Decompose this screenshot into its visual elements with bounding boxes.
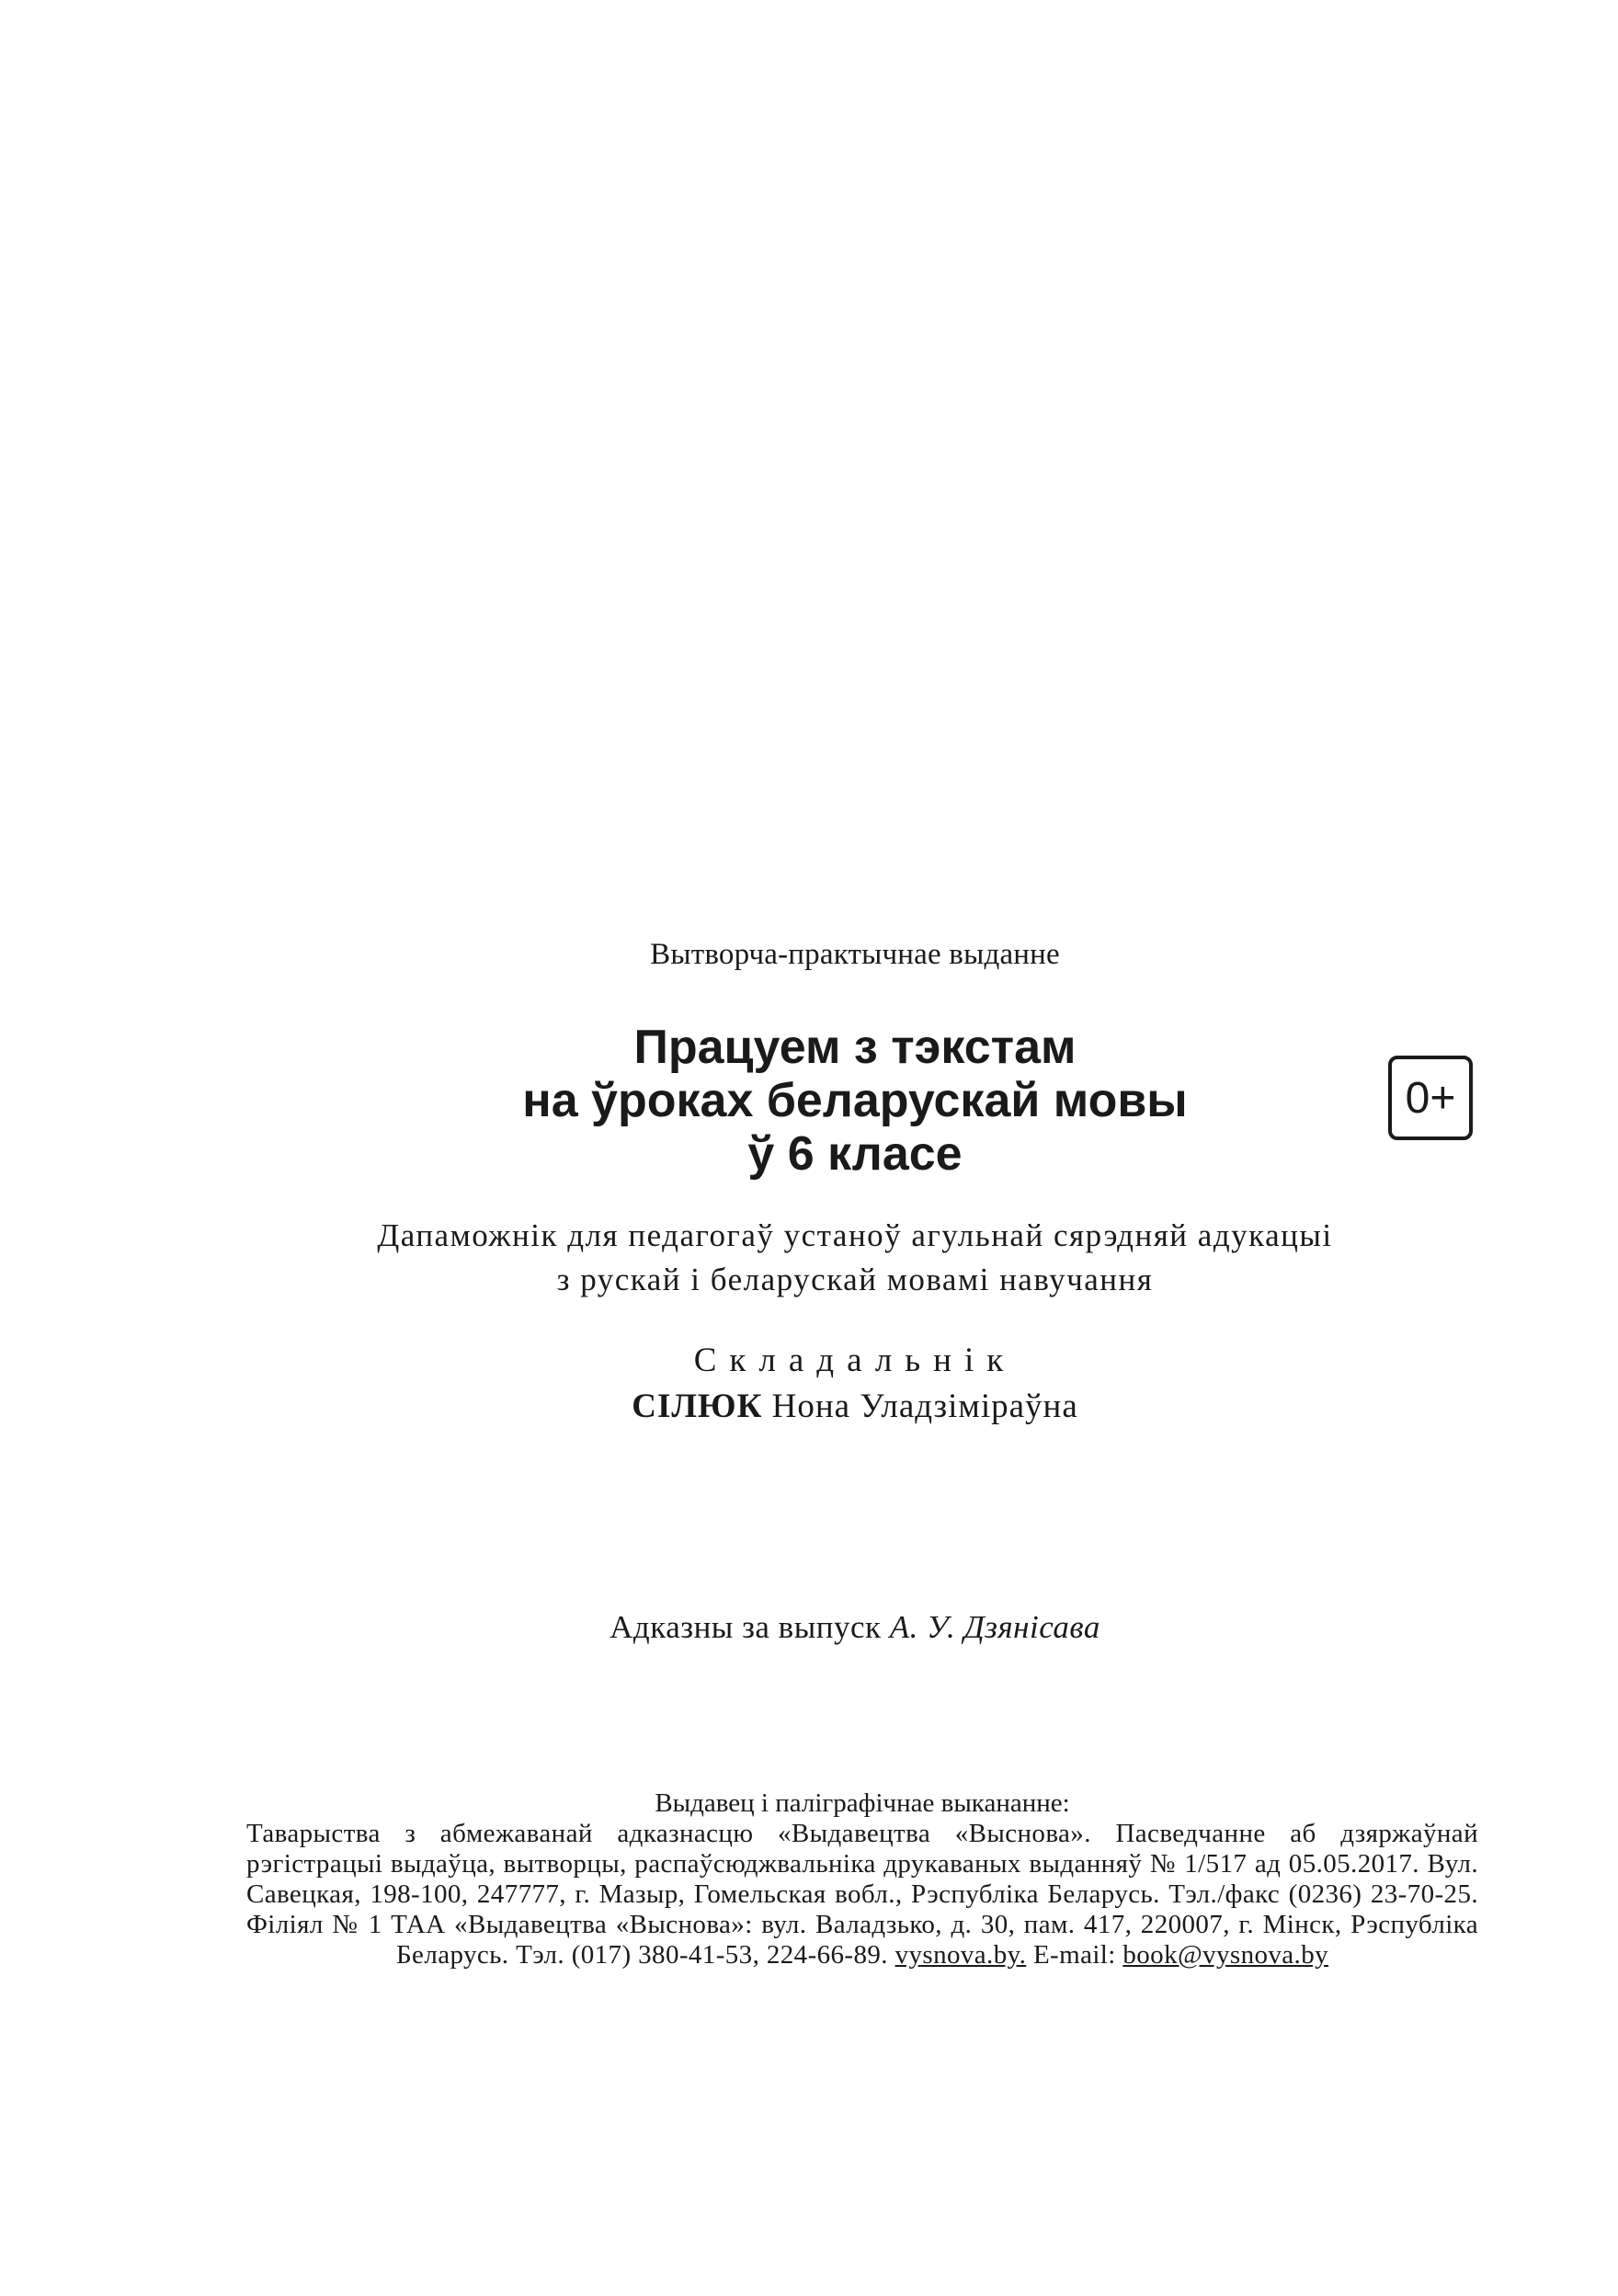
title-line-2: на ўроках беларускай мовы: [522, 1074, 1188, 1127]
edition-type: Вытворча-практычнае выданне: [650, 938, 1060, 971]
imprint-text: Таварыства з абмежаванай адказнасцю «Выдавецтва «Выснова». Пасведчанне аб дзяржаўнай рэгістрацыі выдаўца, вытворцы, распаўсюджвальніка друкаваных выданняў № 1/517 ад 05.05.2017. Вул. Савецкая, 198-100, 247777, г. Мазыр, Гомельская вобл., Рэспубліка Беларусь. Тэл./факс (0236) 23-70-25. Філіял № 1 ТАА «Выдавецтва «Выснова»: вул. Валадзько, д. 30, пам. 417, 220007, г. Мінск, Рэспубліка Беларусь. Тэл. (017) 380-41-53, 224-66-89.: [246, 1819, 1478, 1970]
responsible-label: Адказны за выпуск: [610, 1609, 882, 1645]
title-line-3: ў 6 класе: [747, 1127, 963, 1181]
book-subtitle: [239, 1214, 1471, 1302]
compiler-label: Складальнік: [693, 1342, 1017, 1379]
subtitle-line-2: з рускай і беларускай мовамі навучання: [556, 1262, 1154, 1297]
title-line-1: Працуем з тэкстам: [633, 1021, 1077, 1074]
compiler-name: [239, 1387, 1471, 1426]
book-title: [239, 1021, 1471, 1181]
imprint-heading: Выдавец і паліграфічнае выкананне:: [655, 1788, 1070, 1818]
compiler-given-names: Нона Уладзіміраўна: [771, 1388, 1078, 1425]
publisher-imprint: [246, 1788, 1478, 1970]
responsible-editor: [239, 1609, 1471, 1646]
website-link[interactable]: vysnova.by.: [894, 1940, 1027, 1970]
email-label: E-mail:: [1032, 1940, 1116, 1970]
subtitle-line-1: Дапаможнік для педагогаў устаноў агульнай сярэдняй адукацыі: [377, 1217, 1333, 1253]
responsible-person: А. У. Дзянісава: [889, 1609, 1100, 1645]
imprint-body: [246, 1819, 1478, 1970]
compiler-surname: СІЛЮК: [632, 1388, 763, 1425]
age-rating-badge: 0+: [1388, 1056, 1473, 1140]
email-link[interactable]: book@vysnova.by: [1122, 1940, 1328, 1970]
